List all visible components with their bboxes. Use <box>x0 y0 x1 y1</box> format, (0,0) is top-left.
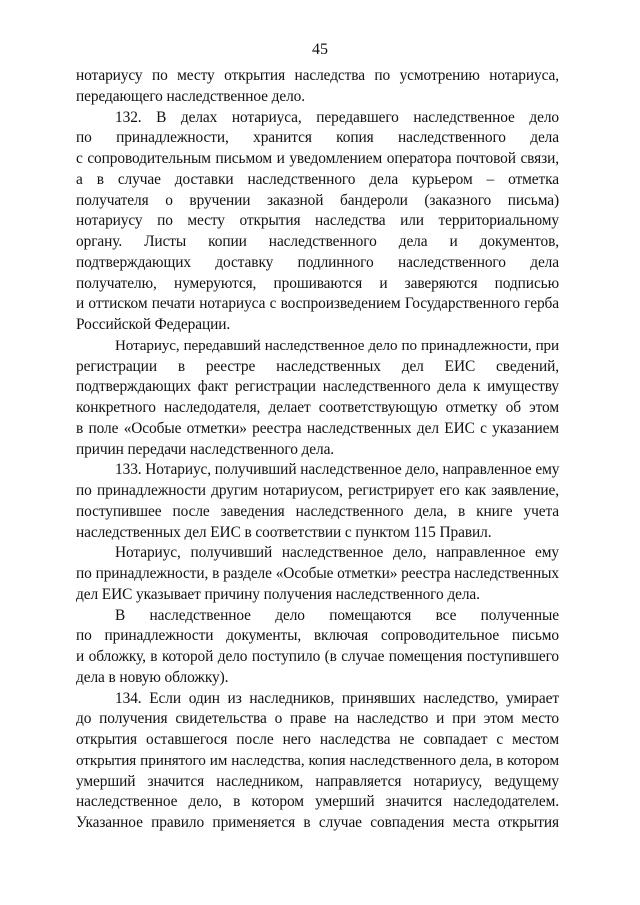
text-line: по принадлежности другим нотариусом, регистрирует его как заявление, <box>76 482 559 499</box>
text-line: до получения свидетельства о праве на наследство и при этом место <box>76 710 559 728</box>
text-line: дел ЕИС указывает причину получения наследственного дела. <box>76 585 480 603</box>
text-line: подтверждающих факт регистрации наследственного дела к имуществу <box>76 378 559 396</box>
text-line: а в случае доставки наследственного дела курьером – отметка <box>76 170 559 188</box>
text-line: открытия оставшегося после него наследства не совпадает с местом <box>76 731 559 748</box>
text-line: подтверждающих доставку подлинного наследственного дела <box>76 253 559 271</box>
text-line: получателя о вручении заказной бандероли (заказного письма) <box>76 191 559 209</box>
text-line: по принадлежности, хранится копия наследственного дела <box>76 129 559 147</box>
text-line: Указанное правило применяется в случае совпадения места открытия <box>76 814 559 831</box>
text-line: 132. В делах нотариуса, передавшего наследственное дело <box>115 108 559 126</box>
text-line: Российской Федерации. <box>76 316 231 333</box>
text-line: Нотариус, получивший наследственное дело, направленное ему <box>115 544 559 562</box>
text-line: открытия принятого им наследства, копия наследственного дела, в котором <box>76 751 559 769</box>
text-line: конкретного наследодателя, делает соответствующую отметку об этом <box>76 399 559 416</box>
text-line: 134. Если один из наследников, принявших наследство, умирает <box>115 689 559 707</box>
text-line: регистрации в реестре наследственных дел ЕИС сведений, <box>76 357 559 375</box>
text-line: причин передачи наследственного дела. <box>76 440 335 458</box>
text-line: и оттиском печати нотариуса с воспроизведением Государственного герба <box>76 295 559 313</box>
text-line: в поле «Особые отметки» реестра наследственных дел ЕИС с указанием <box>76 419 559 437</box>
text-line: органу. Листы копии наследственного дела и документов, <box>76 233 559 250</box>
text-line: наследственных дел ЕИС в соответствии с пунктом 115 Правил. <box>76 523 492 541</box>
text-line: по принадлежности, в разделе «Особые отметки» реестра наследственных <box>76 565 559 582</box>
text-line: нотариусу по месту открытия наследства или территориальному <box>76 212 559 230</box>
text-line: с сопроводительным письмом и уведомлением оператора почтовой связи, <box>76 150 559 167</box>
text-line: умерший значится наследником, направляется нотариусу, ведущему <box>76 772 559 790</box>
text-line: наследственное дело, в котором умерший значится наследодателем. <box>76 793 559 811</box>
text-line: по принадлежности документы, включая сопроводительное письмо <box>76 627 559 645</box>
text-line: В наследственное дело помещаются все полученные <box>115 606 559 624</box>
text-line: и обложку, в которой дело поступило (в случае помещения поступившего <box>76 648 559 665</box>
page-number: 45 <box>312 41 328 58</box>
text-line: 133. Нотариус, получивший наследственное дело, направленное ему <box>115 461 560 479</box>
text-line: Нотариус, передавший наследственное дело по принадлежности, при <box>115 337 559 354</box>
text-line: нотариусу по месту открытия наследства по усмотрению нотариуса, <box>76 67 559 84</box>
text-line: дела в новую обложку). <box>76 668 229 686</box>
text-line: получателю, нумеруются, прошиваются и заверяются подписью <box>76 274 559 292</box>
text-line: поступившее после заведения наследственного дела, в книге учета <box>76 502 559 520</box>
document-body-text <box>76 66 559 834</box>
text-line: передающего наследственное дело. <box>76 87 306 105</box>
